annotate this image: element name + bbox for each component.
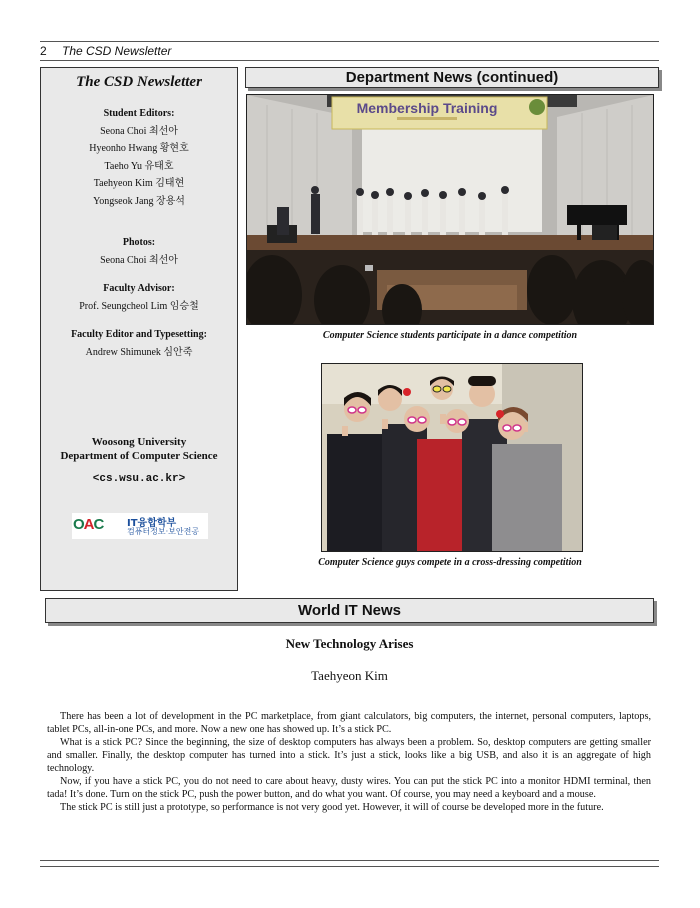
editor-name: Yongseok Jang 장용석 bbox=[93, 195, 185, 207]
editor-name: Hyeonho Hwang 황현호 bbox=[89, 143, 189, 154]
page-number: 2 bbox=[40, 44, 47, 58]
group-photo-illustration bbox=[322, 364, 582, 551]
header-bottom-rule bbox=[40, 60, 659, 61]
cross-dressing-photo-caption: Computer Science guys compete in a cross-dressing competition bbox=[318, 557, 582, 568]
footer-rule-1 bbox=[40, 860, 659, 861]
logo-line-1: IT융합학부 bbox=[127, 518, 177, 529]
faculty-advisor-block bbox=[41, 280, 237, 315]
university-block bbox=[41, 435, 237, 463]
department-url[interactable]: <cs.wsu.ac.kr> bbox=[92, 473, 186, 485]
article-author: Taehyeon Kim bbox=[311, 668, 388, 683]
stage-banner-text: Membership Training bbox=[356, 100, 498, 116]
faculty-editor-heading: Faculty Editor and Typesetting: bbox=[71, 329, 207, 340]
header-newsletter-title: The CSD Newsletter bbox=[62, 44, 172, 58]
article-title: New Technology Arises bbox=[285, 636, 414, 651]
dance-photo-caption: Computer Science students participate in a dance competition bbox=[322, 330, 578, 341]
article-paragraph: The stick PC is still just a prototype, so performance is not very good yet. However, it will of course be developed more in the future. bbox=[60, 802, 604, 813]
student-editors-heading: Student Editors: bbox=[103, 108, 175, 119]
student-editors-block bbox=[41, 105, 237, 210]
photographer-name: Seona Choi 최선아 bbox=[100, 254, 178, 266]
header-top-rule bbox=[40, 41, 659, 42]
editor-name: Seona Choi 최선아 bbox=[100, 125, 178, 137]
faculty-editor-name: Andrew Shimunek 심안죽 bbox=[85, 346, 193, 358]
article-paragraph: Now, if you have a stick PC, you do not need to care about heavy, dusty wires. You can put the stick PC into a monitor HDMI terminal, then tada! It’s done. Turn on the stick PC, push the power button, and do what you want. Of course, you may need a keyboard and a mouse. bbox=[47, 776, 651, 800]
cross-dressing-photo bbox=[321, 363, 583, 552]
logo-line-2: 컴퓨터정보·보안전공 bbox=[127, 527, 200, 536]
world-it-news-banner: World IT News bbox=[45, 598, 654, 623]
faculty-editor-block bbox=[41, 326, 237, 361]
department-name: Department of Computer Science bbox=[60, 450, 218, 462]
sidebar-title: The CSD Newsletter bbox=[76, 74, 202, 90]
dance-scene-illustration bbox=[247, 95, 653, 324]
article-body bbox=[47, 710, 651, 814]
photos-heading: Photos: bbox=[122, 237, 156, 248]
dance-competition-photo bbox=[246, 94, 654, 325]
department-news-banner: Department News (continued) bbox=[245, 67, 659, 88]
department-logo bbox=[72, 513, 208, 539]
page-header bbox=[40, 44, 659, 60]
article-paragraph: What is a stick PC? Since the beginning, the size of desktop computers has always been a problem. So, desktop computers are getting smaller and smaller. Finally, the desktop computer has turned into a stick. It’s just a stick, looks like a big USB, and also it is an aggregate of high technology. bbox=[47, 737, 651, 774]
editor-name: Taehyeon Kim 김태현 bbox=[93, 178, 185, 189]
logo-mark: OAC bbox=[73, 516, 104, 533]
photos-block bbox=[41, 234, 237, 269]
editor-name: Taeho Yu 유태호 bbox=[104, 160, 174, 172]
advisor-name: Prof. Seungcheol Lim 임승철 bbox=[79, 300, 199, 312]
footer-rule-2 bbox=[40, 866, 659, 867]
masthead-sidebar bbox=[40, 67, 238, 591]
university-name: Woosong University bbox=[91, 436, 187, 448]
article-paragraph: There has been a lot of development in the PC marketplace, from giant calculators, big computers, the internet, personal computers, laptops, tablet PCs, all-in-one PCs, and more. Now a new one has showed up. It’s a stick PC. bbox=[47, 711, 651, 735]
faculty-advisor-heading: Faculty Advisor: bbox=[103, 283, 175, 294]
